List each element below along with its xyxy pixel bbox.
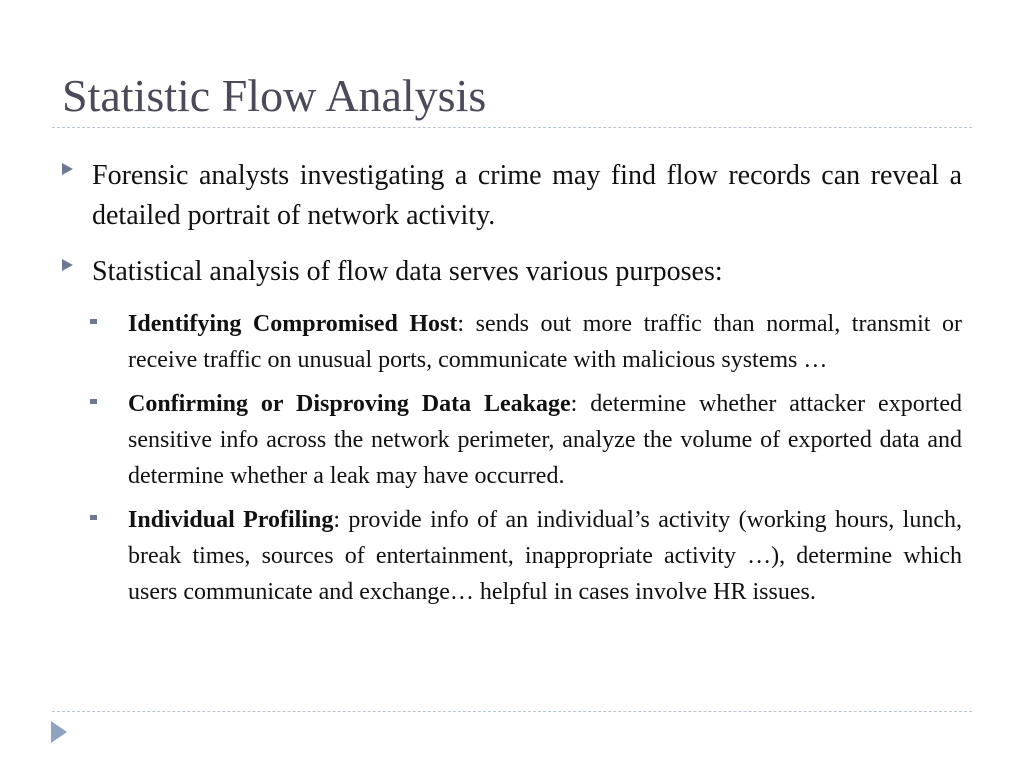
sub-bullet-desc: provide info of an individual’s activity (working hours, lunch, break times, sources of entertainment, inappropriate activity …), determine which users communicate and exchange… helpful in cases involve HR issues. <box>128 507 962 605</box>
sub-bullet-sep: : <box>457 311 465 337</box>
sub-bullet-sep: : <box>333 507 341 533</box>
bullet-item <box>62 252 962 292</box>
sub-bullet-term: Individual Profiling <box>128 507 334 533</box>
bullet-text: Statistical analysis of flow data serves various purposes: <box>92 256 723 287</box>
sub-bullet-desc: determine whether attacker exported sensitive info across the network perimeter, analyze the volume of exported data and determine whether a leak may have occurred. <box>128 391 963 489</box>
sub-bullet-desc: sends out more traffic than normal, transmit or receive traffic on unusual ports, communicate with malicious systems … <box>128 311 962 373</box>
sub-bullet-item <box>62 306 962 378</box>
square-bullet-icon <box>90 319 97 324</box>
triangle-bullet-icon <box>62 259 73 271</box>
slide-body <box>62 156 962 618</box>
triangle-bullet-icon <box>62 163 73 175</box>
square-bullet-icon <box>90 515 97 520</box>
sub-bullet-term: Confirming or Disproving Data Leakage <box>128 391 571 417</box>
slide-title: Statistic Flow Analysis <box>62 70 487 121</box>
bullet-text: Forensic analysts investigating a crime may find flow records can reveal a detailed portrait of network activity. <box>92 160 962 231</box>
bullet-item <box>62 156 962 236</box>
sub-bullet-item <box>62 386 962 494</box>
play-arrow-icon[interactable] <box>51 721 67 743</box>
sub-bullet-sep: : <box>570 391 578 417</box>
sub-bullet-term: Identifying Compromised Host <box>128 311 458 337</box>
sub-bullet-item <box>62 502 962 610</box>
footer-divider <box>52 711 972 712</box>
square-bullet-icon <box>90 399 97 404</box>
title-divider <box>52 127 972 128</box>
